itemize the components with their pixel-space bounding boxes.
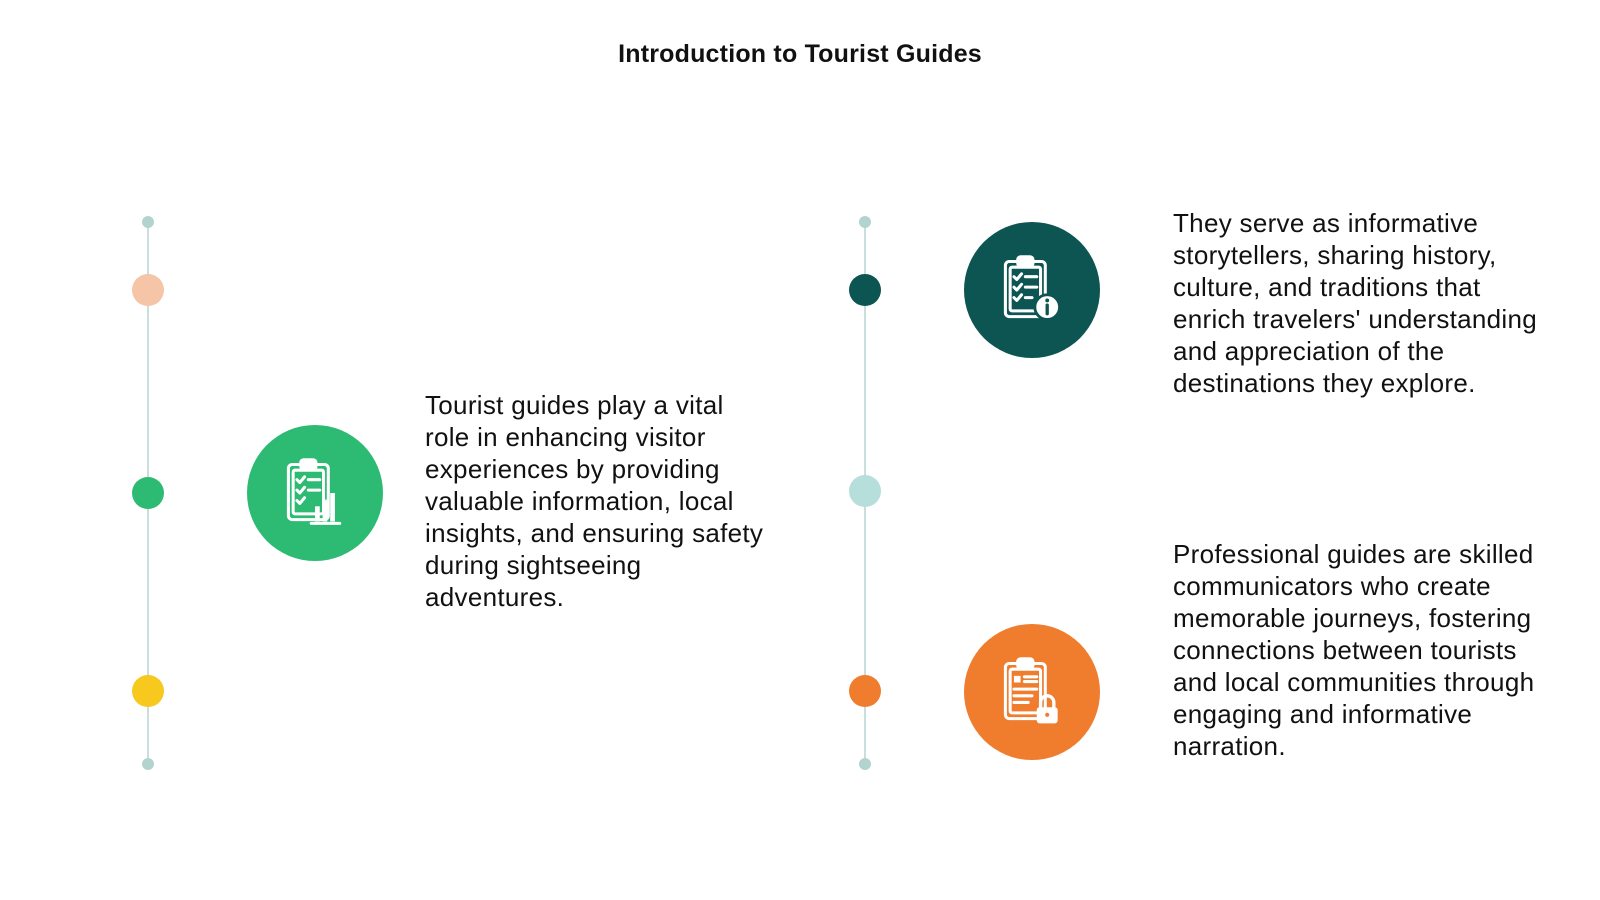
right-timeline-pale-teal-dot xyxy=(849,475,881,507)
item-1-text: Tourist guides play a vital role in enhancing visitor experiences by providing valuable information, local insights, and ensuring safety during sightseeing adventures. xyxy=(425,390,764,612)
left-timeline-peach-dot xyxy=(132,274,164,306)
clipboard-chart-badge xyxy=(247,425,383,561)
item-2-text: They serve as informative storytellers, sharing history, culture, and traditions that enrich travelers' understanding and appreciation of the destinations they explore. xyxy=(1173,208,1538,398)
clipboard-info-badge xyxy=(964,222,1100,358)
left-timeline-top-end-dot xyxy=(142,216,154,228)
right-timeline-top-end-dot xyxy=(859,216,871,228)
right-timeline-dark-teal-dot xyxy=(849,274,881,306)
left-timeline-yellow-dot xyxy=(132,675,164,707)
right-timeline-orange-dot xyxy=(849,675,881,707)
clipboard-chart-icon xyxy=(277,455,353,531)
left-timeline-green-dot xyxy=(132,477,164,509)
right-timeline-bottom-end-dot xyxy=(859,758,871,770)
item-3-text: Professional guides are skilled communicators who create memorable journeys, fostering connections between tourists and local communities through engaging and informative narration. xyxy=(1173,539,1535,761)
clipboard-info-icon xyxy=(994,252,1070,328)
left-timeline-bottom-end-dot xyxy=(142,758,154,770)
clipboard-lock-icon xyxy=(994,654,1070,730)
page-title: Introduction to Tourist Guides xyxy=(618,40,982,68)
clipboard-lock-badge xyxy=(964,624,1100,760)
